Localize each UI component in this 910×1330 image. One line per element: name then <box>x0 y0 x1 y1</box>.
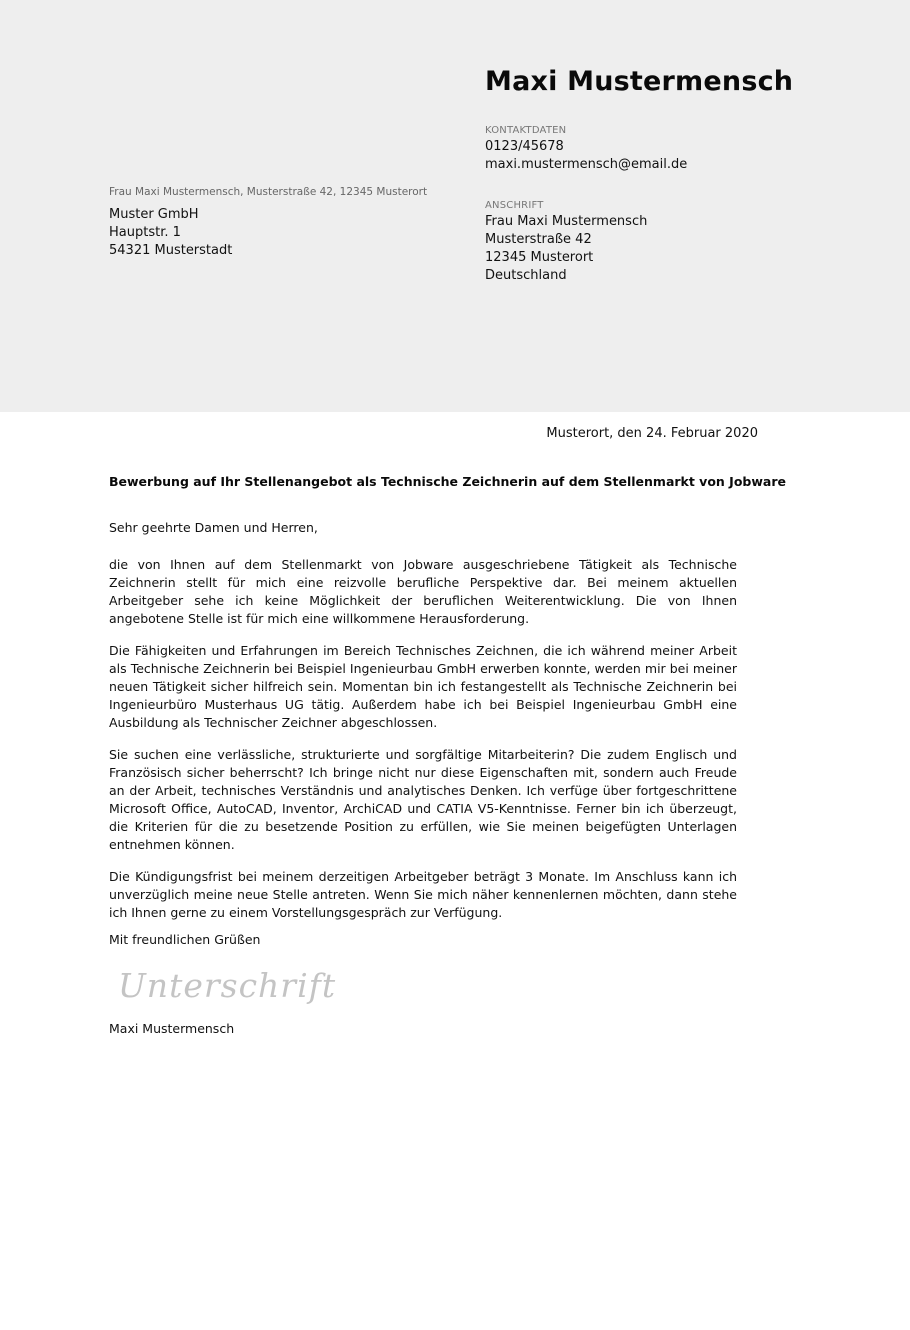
recipient-line: Hauptstr. 1 <box>109 225 181 240</box>
body-paragraph: die von Ihnen auf dem Stellenmarkt von Jobware ausgeschriebene Tätigkeit als Technische Zeichnerin stellt für mich eine reizvolle berufliche Perspektive dar. Bei meinem aktuellen Arbeitgeber sehe ich keine Möglichkeit der beruflichen Weiterentwicklung. Die von Ihnen angebotene Stelle ist für mich eine willkommene Herausforderung. <box>109 557 737 626</box>
sender-email: maxi.mustermensch@email.de <box>485 157 688 172</box>
recipient-line: 54321 Musterstadt <box>109 243 233 258</box>
letter-subject: Bewerbung auf Ihr Stellenangebot als Technische Zeichnerin auf dem Stellenmarkt von Jobware <box>109 474 786 489</box>
closing: Mit freundlichen Grüßen <box>109 932 261 947</box>
return-address: Frau Maxi Mustermensch, Musterstraße 42, 12345 Musterort <box>109 186 428 198</box>
contact-details <box>485 138 687 174</box>
recipient-line: Muster GmbH <box>109 207 199 222</box>
sender-address-line: Frau Maxi Mustermensch <box>485 214 648 229</box>
sender-address-line: Musterstraße 42 <box>485 232 592 247</box>
body-paragraph: Die Fähigkeiten und Erfahrungen im Bereich Technisches Zeichnen, die ich während meiner Arbeit als Technische Zeichnerin bei Beispiel Ingenieurbau GmbH erwerben konnte, werden mir bei meiner neuen Tätigkeit sicher hilfreich sein. Momentan bin ich festangestellt als Technische Zeichnerin bei Ingenieurbüro Musterhaus UG tätig. Außerdem habe ich bei Beispiel Ingenieurbau GmbH eine Ausbildung als Technischer Zeichner abgeschlossen. <box>109 643 737 730</box>
signer-name: Maxi Mustermensch <box>109 1021 235 1036</box>
letter-date: Musterort, den 24. Februar 2020 <box>546 426 758 441</box>
signature: Unterschrift <box>118 966 337 1005</box>
body-paragraph: Sie suchen eine verlässliche, strukturierte und sorgfältige Mitarbeiterin? Die zudem Englisch und Französisch sicher beherrscht? Ich bringe nicht nur diese Eigenschaften mit, sondern auch Freude an der Arbeit, technisches Verständnis und analytisches Denken. Ich verfüge über fortgeschrittene Microsoft Office, AutoCAD, Inventor, ArchiCAD und CATIA V5-Kenntnisse. Ferner bin ich überzeugt, die Kriterien für die zu besetzende Position zu erfüllen, wie Sie meinen beigefügten Unterlagen entnehmen können. <box>109 747 737 852</box>
sender-address <box>485 213 647 285</box>
body-paragraph: Die Kündigungsfrist bei meinem derzeitigen Arbeitgeber beträgt 3 Monate. Im Anschluss kann ich unverzüglich meine neue Stelle antreten. Wenn Sie mich näher kennenlernen möchten, dann stehe ich Ihnen gerne zu einem Vorstellungsgespräch zur Verfügung. <box>109 869 737 920</box>
sender-address-line: Deutschland <box>485 268 567 283</box>
salutation: Sehr geehrte Damen und Herren, <box>109 520 318 535</box>
letter-body <box>109 556 737 936</box>
sender-address-line: 12345 Musterort <box>485 250 594 265</box>
address-label: ANSCHRIFT <box>485 200 544 211</box>
contact-label: KONTAKTDATEN <box>485 125 567 136</box>
sender-name: Maxi Mustermensch <box>485 66 794 97</box>
sender-phone: 0123/45678 <box>485 139 564 154</box>
recipient-address <box>109 206 232 260</box>
